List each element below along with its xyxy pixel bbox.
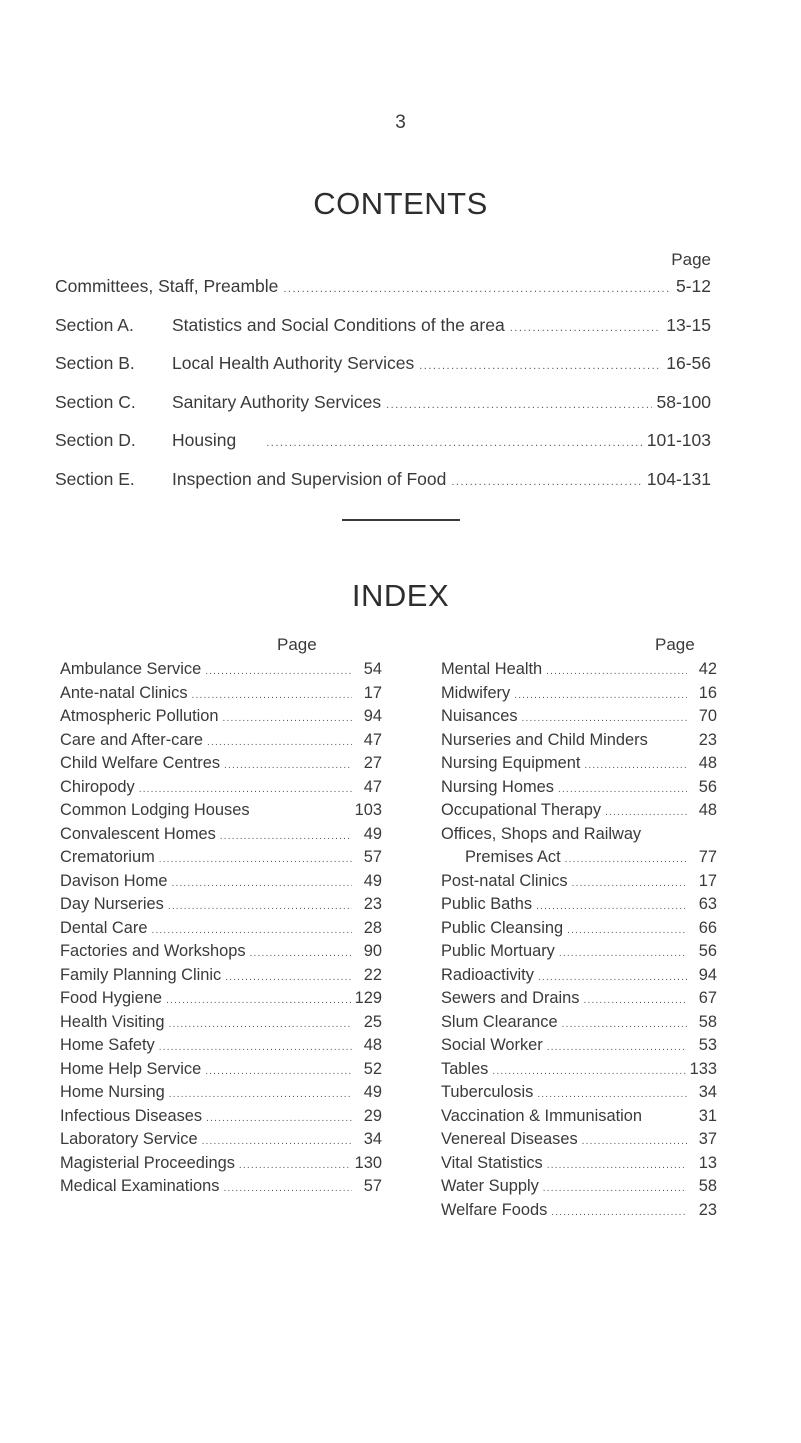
- index-entry: [441, 684, 717, 708]
- index-entry-page: 77: [698, 848, 717, 866]
- index-entry: [60, 684, 382, 708]
- index-entry: [60, 1036, 382, 1060]
- leader-dots: [583, 995, 687, 1006]
- index-entry: [441, 872, 717, 896]
- contents-page-label: Page: [671, 250, 711, 269]
- index-entry-term: Medical Examinations: [60, 1177, 220, 1195]
- contents-entry-section: Section B.: [55, 353, 135, 373]
- index-entry-page: 57: [363, 1177, 382, 1195]
- leader-dots: [220, 831, 352, 842]
- index-entry-page: 67: [698, 989, 717, 1007]
- index-entry-page: 63: [698, 895, 717, 913]
- index-entry-page: 31: [698, 1106, 717, 1125]
- index-right-column: [441, 660, 717, 1224]
- contents-entry-section: Section C.: [55, 391, 136, 412]
- index-entry-term: Social Worker: [441, 1036, 543, 1054]
- index-entry: [441, 660, 717, 684]
- index-entry-page: 103: [354, 801, 382, 819]
- index-entry: [441, 1130, 717, 1154]
- index-entry: [441, 1177, 717, 1201]
- index-entry: [441, 825, 717, 849]
- index-entry-term: Family Planning Clinic: [60, 965, 222, 984]
- index-entry-page: 133: [689, 1059, 717, 1078]
- leader-dots: [168, 1019, 352, 1030]
- index-entry-page: 25: [363, 1012, 382, 1031]
- index-entry-page: 58: [698, 1177, 717, 1195]
- leader-dots: [206, 1113, 352, 1124]
- index-entry: [60, 872, 382, 896]
- contents-entry-section: Section A.: [55, 314, 134, 335]
- index-entry: [60, 919, 382, 943]
- contents-entry-section: Section E.: [55, 468, 135, 489]
- leader-dots: [572, 878, 687, 889]
- index-entry-term: Midwifery: [441, 683, 511, 702]
- contents-entry-section: Section D.: [55, 430, 136, 450]
- index-entry-page: 17: [363, 683, 382, 702]
- contents-entry-section: Committees, Staff, Preamble: [55, 276, 279, 296]
- index-entry: [441, 801, 717, 825]
- index-entry-page: 56: [698, 942, 717, 960]
- leader-dots: [538, 972, 687, 983]
- leader-dots: [492, 1066, 685, 1077]
- contents-entry-section-e: [55, 469, 711, 508]
- leader-dots: [139, 784, 352, 795]
- index-entry-page: 29: [363, 1106, 382, 1125]
- leader-dots: [558, 784, 687, 795]
- index-entry-term: Common Lodging Houses: [60, 801, 250, 819]
- index-entry-term: Home Safety: [60, 1036, 155, 1054]
- index-entry: [60, 895, 382, 919]
- leader-dots: [205, 666, 352, 677]
- index-entry-term: Chiropody: [60, 777, 135, 796]
- index-entry-page: 48: [363, 1036, 382, 1054]
- leader-dots: [547, 1042, 687, 1053]
- index-entry-page: 22: [363, 965, 382, 984]
- index-entry-page: 23: [363, 895, 382, 913]
- index-entry-page: 90: [363, 942, 382, 960]
- index-entry-term: Factories and Workshops: [60, 942, 246, 960]
- index-entry-term: Nuisances: [441, 707, 518, 725]
- page-number: 3: [395, 112, 406, 133]
- index-entry: [441, 966, 717, 990]
- contents-list: [55, 276, 711, 507]
- index-title: INDEX: [351, 578, 450, 613]
- index-entry: [60, 1107, 382, 1131]
- index-entry-term: Welfare Foods: [441, 1200, 548, 1219]
- index-entry-page: 16: [698, 683, 717, 702]
- index-entry: [60, 848, 382, 872]
- contents-entry-title: Housing: [172, 430, 237, 450]
- index-entry-term: Ambulance Service: [60, 660, 202, 678]
- index-entry: [441, 1154, 717, 1178]
- index-entry-term: Water Supply: [441, 1177, 539, 1195]
- index-entry-page: 94: [363, 707, 382, 725]
- index-entry-term: Health Visiting: [60, 1012, 165, 1031]
- leader-dots: [584, 760, 687, 771]
- index-entry-page: 66: [698, 918, 717, 937]
- index-entry: [441, 895, 717, 919]
- leader-dots: [224, 760, 352, 771]
- contents-entry-page: 16-56: [666, 353, 711, 373]
- index-entry-term: Food Hygiene: [60, 989, 163, 1007]
- index-entry-term: Tables: [441, 1059, 489, 1078]
- contents-entry-section-d: [55, 430, 711, 469]
- index-entry: [60, 942, 382, 966]
- index-entry-page: 130: [354, 1153, 382, 1172]
- leader-dots: [567, 925, 687, 936]
- leader-dots: [543, 1183, 687, 1194]
- leader-dots: [225, 972, 352, 983]
- contents-entry-section-b: [55, 353, 711, 392]
- index-entry-term: Laboratory Service: [60, 1130, 198, 1148]
- index-entry-term: Atmospheric Pollution: [60, 707, 219, 725]
- index-entry-page: 13: [698, 1153, 717, 1172]
- leader-dots: [419, 360, 661, 372]
- index-entry: [60, 966, 382, 990]
- index-entry-term: Slum Clearance: [441, 1012, 558, 1031]
- index-entry-page: 70: [698, 707, 717, 725]
- index-entry-term: Home Nursing: [60, 1083, 165, 1101]
- index-entry-term: Home Help Service: [60, 1059, 202, 1078]
- index-entry: [60, 754, 382, 778]
- index-entry-page: 54: [363, 660, 382, 678]
- index-entry-term: Ante-natal Clinics: [60, 683, 188, 702]
- index-entry: [441, 1083, 717, 1107]
- index-entry: [60, 1060, 382, 1084]
- index-entry: [60, 825, 382, 849]
- index-entry: [441, 1107, 717, 1131]
- leader-dots: [159, 854, 352, 865]
- contents-entry-page: 13-15: [666, 314, 711, 335]
- index-entry-term: Occupational Therapy: [441, 801, 602, 819]
- index-entry-page: 42: [698, 660, 717, 678]
- leader-dots: [239, 1160, 351, 1171]
- index-entry-page: 47: [363, 777, 382, 796]
- index-entry: [60, 801, 382, 825]
- leader-dots: [266, 437, 642, 449]
- leader-dots: [283, 283, 671, 295]
- index-left-column: [60, 660, 382, 1201]
- leader-dots: [546, 666, 687, 677]
- index-entry-page: 56: [698, 777, 717, 796]
- leader-dots: [522, 713, 687, 724]
- leader-dots: [159, 1042, 352, 1053]
- index-entry-page: 23: [698, 1200, 717, 1219]
- index-entry: [441, 1201, 717, 1225]
- leader-dots: [537, 1089, 687, 1100]
- index-entry-term: Nurseries and Child Minders: [441, 730, 648, 749]
- leader-dots: [223, 713, 352, 724]
- index-entry-page: 94: [698, 965, 717, 984]
- contents-entry-section-c: [55, 392, 711, 431]
- index-entry-term: Magisterial Proceedings: [60, 1153, 235, 1172]
- index-entry: [60, 778, 382, 802]
- index-entry: [441, 942, 717, 966]
- index-entry-term: Public Baths: [441, 895, 533, 913]
- contents-entry-title: Statistics and Social Conditions of the area: [172, 314, 505, 335]
- index-entry-page: 53: [698, 1036, 717, 1054]
- index-entry: [60, 1013, 382, 1037]
- contents-entry-title: Local Health Authority Services: [172, 353, 415, 373]
- index-entry-term: Premises Act: [465, 848, 561, 866]
- index-entry-term: Vital Statistics: [441, 1153, 543, 1172]
- contents-entry-page: 5-12: [675, 276, 711, 296]
- index-entry-term: Radioactivity: [441, 965, 534, 984]
- index-entry-page: 58: [698, 1012, 717, 1031]
- index-entry: [60, 1154, 382, 1178]
- index-entry-term: Vaccination & Immunisation: [441, 1106, 643, 1125]
- index-entry-term: Crematorium: [60, 848, 155, 866]
- index-entry-page: 129: [354, 989, 382, 1007]
- index-entry: [60, 1130, 382, 1154]
- leader-dots: [605, 807, 687, 818]
- index-entry-page: 48: [698, 801, 717, 819]
- index-entry-term: Davison Home: [60, 871, 168, 890]
- contents-entry-title: Inspection and Supervision of Food: [172, 468, 447, 489]
- index-left-page-label: Page: [277, 635, 317, 654]
- index-entry-term: Sewers and Drains: [441, 989, 580, 1007]
- index-entry: [60, 707, 382, 731]
- index-entry-term: Nursing Equipment: [441, 754, 581, 772]
- leader-dots: [192, 690, 352, 701]
- leader-dots: [510, 322, 662, 334]
- leader-dots: [536, 901, 687, 912]
- contents-entry-preamble: [55, 276, 711, 315]
- leader-dots: [172, 878, 353, 889]
- index-entry-term: Public Mortuary: [441, 942, 555, 960]
- index-entry: [60, 989, 382, 1013]
- index-entry: [441, 778, 717, 802]
- contents-entry-title: Sanitary Authority Services: [172, 391, 382, 412]
- leader-dots: [151, 925, 352, 936]
- index-entry: [441, 754, 717, 778]
- index-entry: [441, 731, 717, 755]
- contents-entry-page: 104-131: [646, 468, 711, 489]
- leader-dots: [562, 1019, 687, 1030]
- index-entry-page: 27: [363, 754, 382, 772]
- index-entry-page: 34: [363, 1130, 382, 1148]
- leader-dots: [205, 1066, 352, 1077]
- leader-dots: [168, 901, 352, 912]
- index-entry-term: Post-natal Clinics: [441, 871, 568, 890]
- contents-entry-section-a: [55, 315, 711, 354]
- index-entry-term: Nursing Homes: [441, 777, 554, 796]
- contents-entry-page: 101-103: [646, 430, 711, 450]
- index-entry: [441, 1013, 717, 1037]
- index-entry-page: 49: [363, 871, 382, 890]
- index-entry-page: 34: [698, 1083, 717, 1101]
- index-entry-term: Tuberculosis: [441, 1083, 534, 1101]
- index-entry: [60, 1083, 382, 1107]
- leader-dots: [207, 737, 352, 748]
- index-entry: [60, 1177, 382, 1201]
- leader-dots: [451, 476, 641, 488]
- index-entry-term: Child Welfare Centres: [60, 754, 221, 772]
- index-entry-page: 49: [363, 824, 382, 843]
- leader-dots: [386, 399, 651, 411]
- contents-entry-page: 58-100: [656, 391, 711, 412]
- leader-dots: [166, 995, 351, 1006]
- index-entry-term: Dental Care: [60, 918, 148, 937]
- divider-rule: [342, 519, 460, 521]
- index-entry-term: Mental Health: [441, 660, 543, 678]
- index-entry-term: Infectious Diseases: [60, 1106, 203, 1125]
- index-entry-term: Offices, Shops and Railway: [441, 824, 642, 843]
- index-entry: [441, 1036, 717, 1060]
- index-entry-page: 47: [363, 730, 382, 749]
- index-entry-page: 28: [363, 918, 382, 937]
- index-right-page-label: Page: [655, 635, 695, 654]
- index-entry: [441, 848, 717, 872]
- index-entry-term: Venereal Diseases: [441, 1130, 578, 1148]
- index-entry-page: 48: [698, 754, 717, 772]
- leader-dots: [582, 1136, 687, 1147]
- leader-dots: [565, 854, 687, 865]
- leader-dots: [250, 948, 352, 959]
- leader-dots: [551, 1207, 687, 1218]
- index-entry-term: Care and After-care: [60, 730, 204, 749]
- index-entry-term: Day Nurseries: [60, 895, 164, 913]
- leader-dots: [169, 1089, 352, 1100]
- index-entry-page: 49: [363, 1083, 382, 1101]
- index-entry: [60, 731, 382, 755]
- leader-dots: [202, 1136, 352, 1147]
- index-entry: [60, 660, 382, 684]
- index-entry: [441, 919, 717, 943]
- index-entry-term: Public Cleansing: [441, 918, 564, 937]
- index-entry-page: 17: [698, 871, 717, 890]
- leader-dots: [223, 1183, 352, 1194]
- index-entry: [441, 1060, 717, 1084]
- index-entry-page: 37: [698, 1130, 717, 1148]
- leader-dots: [559, 948, 687, 959]
- leader-dots: [514, 690, 687, 701]
- index-entry: [441, 707, 717, 731]
- index-entry: [441, 989, 717, 1013]
- index-entry-term: Convalescent Homes: [60, 824, 216, 843]
- index-entry-page: 57: [363, 848, 382, 866]
- leader-dots: [547, 1160, 687, 1171]
- index-entry-page: 23: [698, 730, 717, 749]
- contents-title: CONTENTS: [313, 186, 488, 221]
- index-entry-page: 52: [363, 1059, 382, 1078]
